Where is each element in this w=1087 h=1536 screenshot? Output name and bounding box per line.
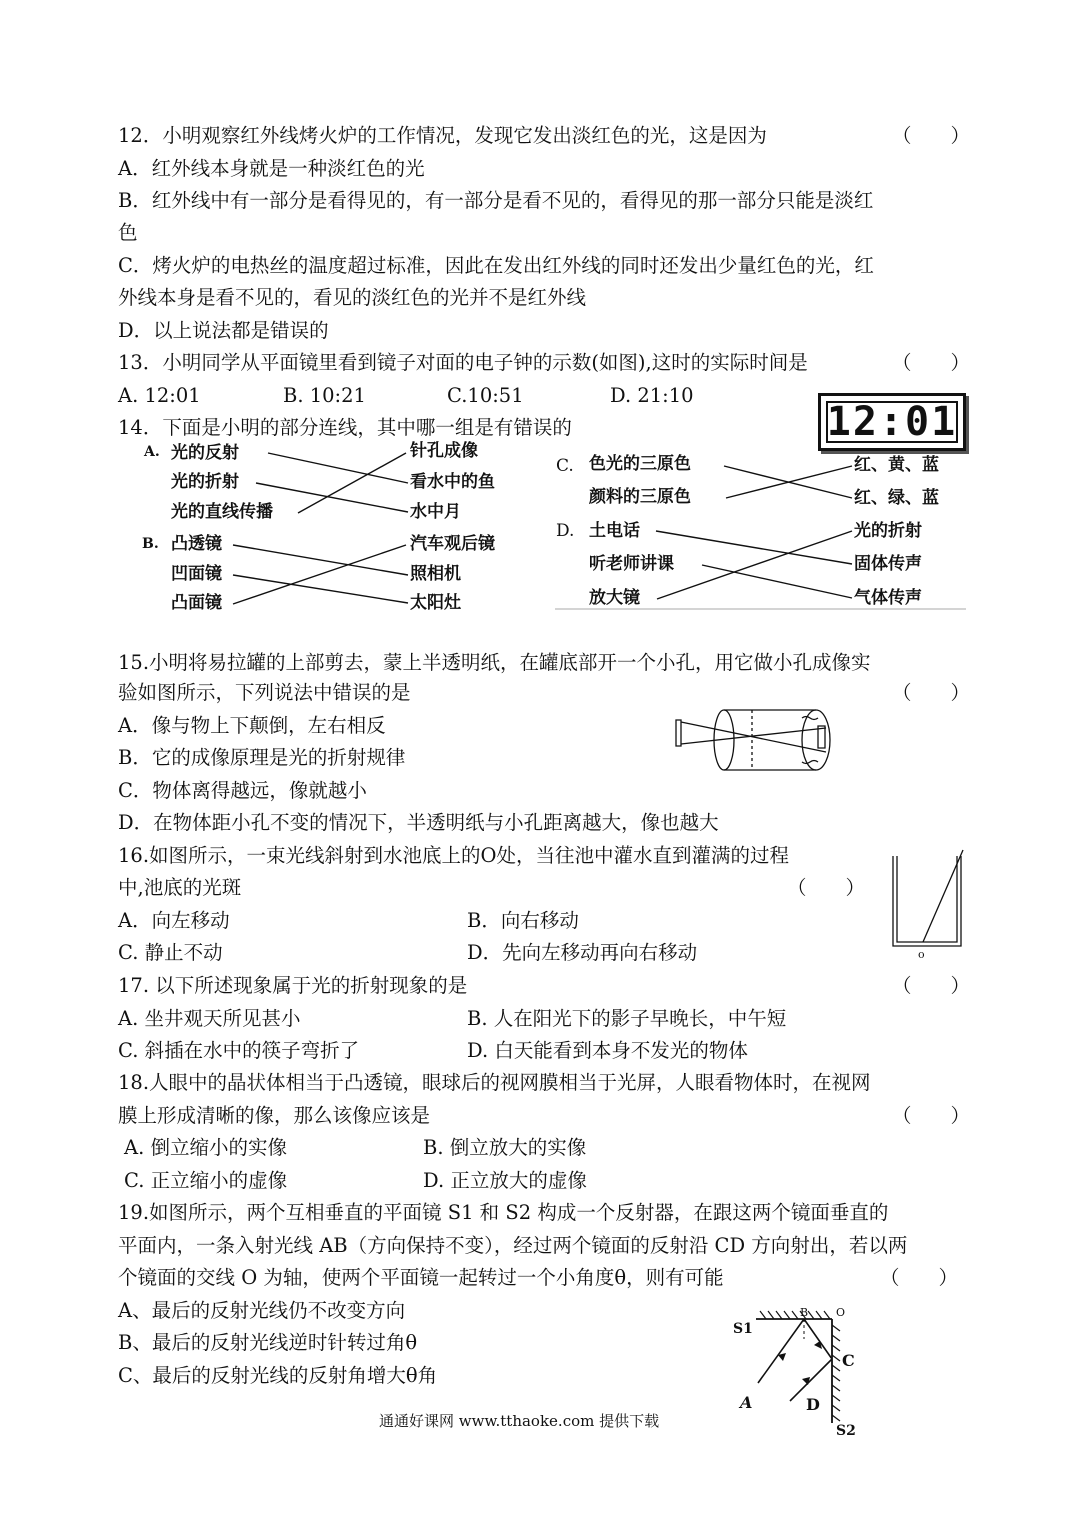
q14-a-left-2: 光的折射 xyxy=(171,472,239,492)
q16-option-c: C. 静止不动 xyxy=(118,941,223,964)
page-footer: 通通好课网 www.tthaoke.com 提供下载 xyxy=(379,1412,660,1430)
q12-answer-bracket: （ ） xyxy=(892,124,971,147)
mirror-label-o: O xyxy=(836,1306,846,1319)
q14-a-right-2: 看水中的鱼 xyxy=(410,472,495,492)
q12-option-a: A．红外线本身就是一种淡红色的光 xyxy=(118,157,425,180)
q14-c-left-1: 色光的三原色 xyxy=(589,454,691,474)
q14-d-right-3: 气体传声 xyxy=(854,588,922,608)
mirror-label-s2: S2 xyxy=(836,1423,856,1439)
q12-option-b-cont: 色 xyxy=(118,221,138,244)
q14-c-left-2: 颜料的三原色 xyxy=(589,487,691,507)
q13-option-a: A. 12:01 xyxy=(118,384,201,407)
q16-stem-cont: 中,池底的光斑 xyxy=(118,876,242,899)
q14-a-right-3: 水中月 xyxy=(410,502,461,522)
q19-answer-bracket: （ ） xyxy=(880,1266,959,1289)
q14-b-right-3: 太阳灶 xyxy=(410,593,461,613)
q12-option-b: B．红外线中有一部分是看得见的，有一部分是看不见的，看得见的那一部分只能是淡红 xyxy=(118,189,874,212)
q14-b-left-2: 凹面镜 xyxy=(171,564,222,584)
q17-option-c: C. 斜插在水中的筷子弯折了 xyxy=(118,1039,360,1062)
q17-stem: 17. 以下所述现象属于光的折射现象的是 xyxy=(118,974,468,997)
mirror-label-d: D xyxy=(806,1395,820,1414)
q19-stem-cont: 平面内，一条入射光线 AB（方向保持不变），经过两个镜面的反射沿 CD 方向射出，若以两 xyxy=(118,1234,908,1257)
q14-b-left-1: 凸透镜 xyxy=(171,534,222,554)
q14-d-left-3: 放大镜 xyxy=(589,588,640,608)
q18-option-a: A. 倒立缩小的实像 xyxy=(124,1136,287,1159)
q14-c-right-2: 红、绿、蓝 xyxy=(854,488,939,508)
q17-option-d: D. 白天能看到本身不发光的物体 xyxy=(467,1039,748,1062)
q15-answer-bracket: （ ） xyxy=(892,681,971,704)
q15-option-d: D．在物体距小孔不变的情况下，半透明纸与小孔距离越大，像也越大 xyxy=(118,811,719,834)
q18-stem: 18.人眼中的晶状体相当于凸透镜，眼球后的视网膜相当于光屏，人眼看物体时，在视网 xyxy=(118,1071,871,1094)
q14-connection-lines xyxy=(0,0,1087,640)
q14-group-b-tag: B. xyxy=(142,536,159,552)
mirror-label-s1: S1 xyxy=(733,1321,753,1337)
q16-option-d: D．先向左移动再向右移动 xyxy=(467,941,698,964)
q13-option-b: B. 10:21 xyxy=(283,384,366,407)
q14-a-left-3: 光的直线传播 xyxy=(171,502,273,522)
q19-stem: 19.如图所示，两个互相垂直的平面镜 S1 和 S2 构成一个反射器，在跟这两个镜面垂直的 xyxy=(118,1201,889,1224)
q14-stem: 14．下面是小明的部分连线，其中哪一组是有错误的 xyxy=(118,416,572,439)
q17-answer-bracket: （ ） xyxy=(892,974,971,997)
q18-stem-cont: 膜上形成清晰的像，那么该像应该是 xyxy=(118,1104,431,1127)
water-tank-figure xyxy=(883,848,973,958)
q18-option-b: B. 倒立放大的实像 xyxy=(423,1136,587,1159)
q12-option-c: C．烤火炉的电热丝的温度超过标准，因此在发出红外线的同时还发出少量红色的光，红 xyxy=(118,254,874,277)
q15-option-a: A．像与物上下颠倒，左右相反 xyxy=(118,714,386,737)
q14-group-d-tag: D. xyxy=(556,521,575,541)
q14-a-left-1: 光的反射 xyxy=(171,443,239,463)
q14-d-right-1: 光的折射 xyxy=(854,521,922,541)
q19-stem-cont-2: 个镜面的交线 O 为轴，使两个平面镜一起转过一个小角度θ，则有可能 xyxy=(118,1266,724,1289)
mirror-label-b: B xyxy=(800,1306,809,1319)
q19-option-b: B、最后的反射光线逆时针转过角θ xyxy=(118,1331,418,1354)
q14-b-right-2: 照相机 xyxy=(410,564,461,584)
clock-display: 12:01 xyxy=(826,399,958,445)
q18-option-c: C. 正立缩小的虚像 xyxy=(124,1169,288,1192)
q19-option-a: A、最后的反射光线仍不改变方向 xyxy=(118,1299,406,1322)
q12-stem: 12．小明观察红外线烤火炉的工作情况，发现它发出淡红色的光，这是因为 xyxy=(118,124,767,147)
q14-d-left-1: 土电话 xyxy=(589,521,640,541)
tank-point-o: o xyxy=(918,948,925,961)
q19-option-c: C、最后的反射光线的反射角增大θ角 xyxy=(118,1364,438,1387)
q14-c-right-1: 红、黄、蓝 xyxy=(854,455,939,475)
q14-d-left-2: 听老师讲课 xyxy=(589,554,674,574)
mirror-label-a: A xyxy=(740,1393,753,1412)
q14-a-right-1: 针孔成像 xyxy=(410,441,478,461)
q13-stem: 13．小明同学从平面镜里看到镜子对面的电子钟的示数(如图),这时的实际时间是 xyxy=(118,351,808,374)
q12-option-d: D．以上说法都是错误的 xyxy=(118,319,329,342)
q14-d-right-2: 固体传声 xyxy=(854,554,922,574)
q13-option-d: D. 21:10 xyxy=(610,384,694,407)
q15-option-b: B．它的成像原理是光的折射规律 xyxy=(118,746,406,769)
q14-group-a-tag: A. xyxy=(144,444,160,460)
q13-answer-bracket: （ ） xyxy=(892,351,971,374)
q16-option-a: A．向左移动 xyxy=(118,909,230,932)
q12-option-c-cont: 外线本身是看不见的，看见的淡红色的光并不是红外线 xyxy=(118,286,587,309)
q14-b-right-1: 汽车观后镜 xyxy=(410,534,495,554)
q16-stem: 16.如图所示，一束光线斜射到水池底上的O处，当往池中灌水直到灌满的过程 xyxy=(118,844,789,867)
q16-answer-bracket: （ ） xyxy=(787,876,866,899)
q18-answer-bracket: （ ） xyxy=(892,1104,971,1127)
q17-option-a: A. 坐井观天所见甚小 xyxy=(118,1007,301,1030)
mirror-label-c: C xyxy=(842,1351,855,1370)
q18-option-d: D. 正立放大的虚像 xyxy=(423,1169,587,1192)
q14-b-left-3: 凸面镜 xyxy=(171,593,222,613)
q15-option-c: C．物体离得越远，像就越小 xyxy=(118,779,367,802)
q15-stem-cont: 验如图所示，下列说法中错误的是 xyxy=(118,681,411,704)
q13-option-c: C.10:51 xyxy=(447,384,524,407)
q15-stem: 15.小明将易拉罐的上部剪去，蒙上半透明纸，在罐底部开一个小孔，用它做小孔成像实 xyxy=(118,651,871,674)
pinhole-camera-figure xyxy=(670,700,840,778)
q16-option-b: B．向右移动 xyxy=(467,909,579,932)
q17-option-b: B. 人在阳光下的影子早晚长，中午短 xyxy=(467,1007,787,1030)
q14-group-c-tag: C. xyxy=(556,456,574,476)
